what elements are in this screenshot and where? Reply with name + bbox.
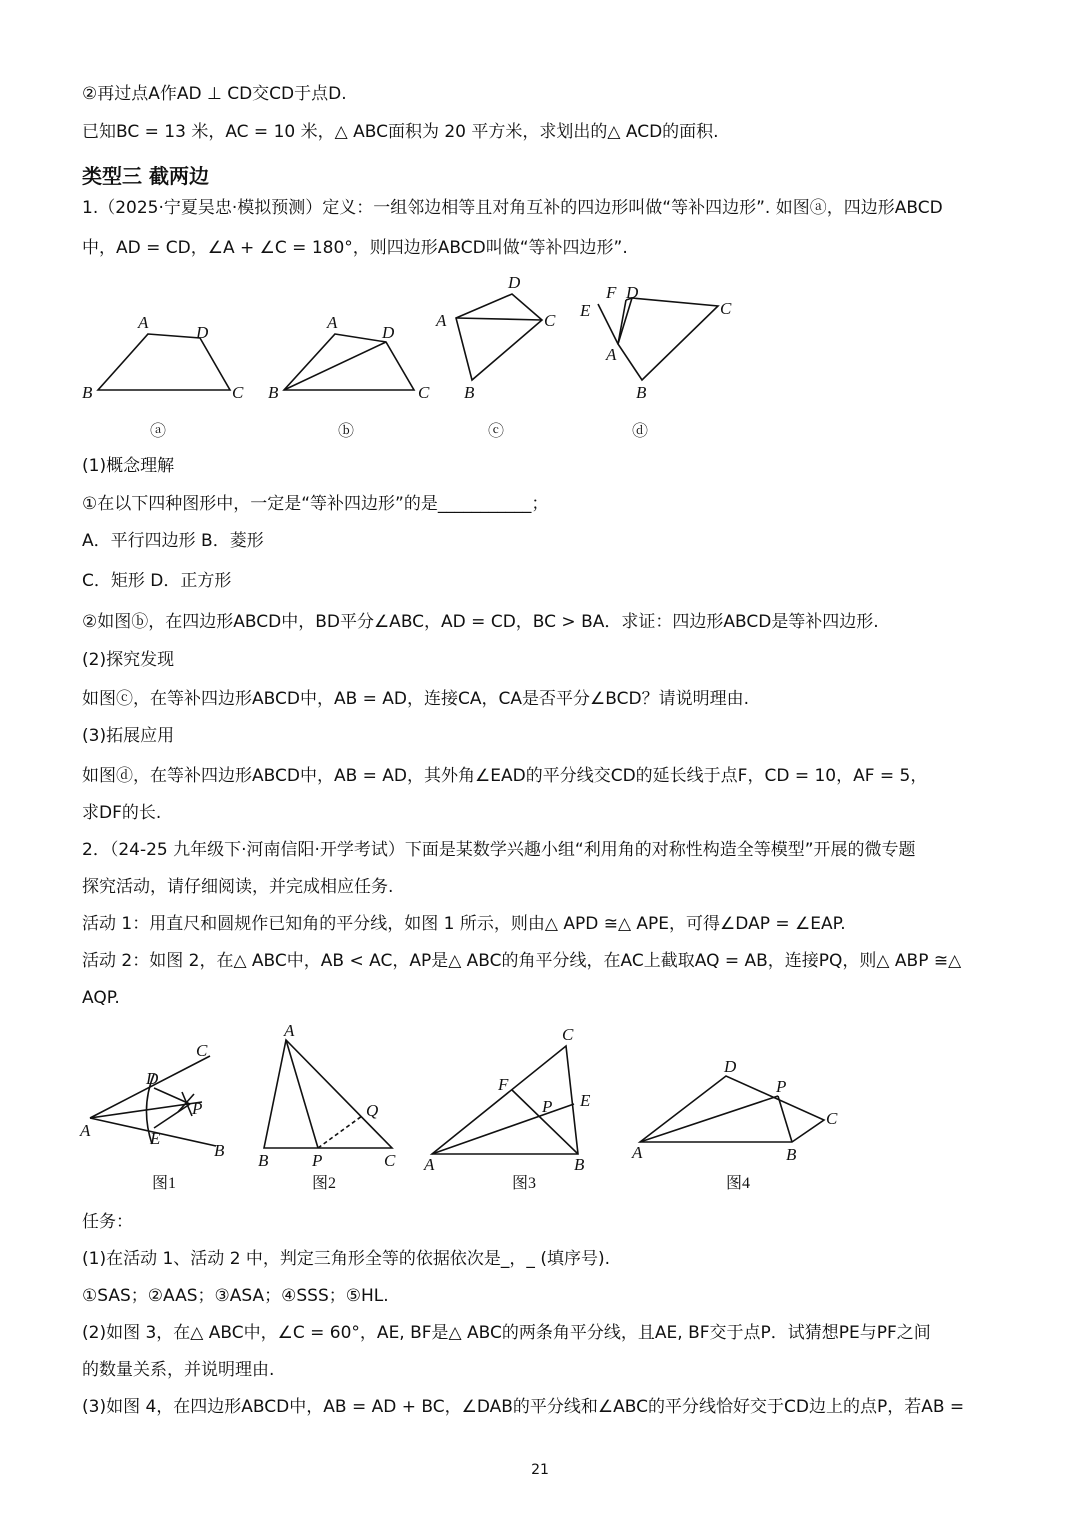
text-line: 如图ⓒ，在等补四边形ABCD中，AB = AD，连接CA，CA是否平分∠BCD？请说明理由. (82, 689, 749, 709)
figure-2 (258, 1021, 396, 1192)
text-line: 1.（2025·宁夏吴忠·模拟预测）定义：一组邻边相等且对角互补的四边形叫做“等补四边形”. 如图ⓐ，四边形ABCD (82, 198, 943, 218)
figure-4-caption: 图4 (726, 1175, 751, 1192)
page-number: 21 (531, 1462, 549, 1478)
figure-b (268, 313, 430, 440)
figure-d-label-C: C (720, 299, 732, 318)
text-line: ②如图ⓑ，在四边形ABCD中，BD平分∠ABC，AD = CD，BC > BA．求证：四边形ABCD是等补四边形. (82, 612, 879, 632)
text-line: 已知BC = 13 米，AC = 10 米，△ ABC面积为 20 平方米，求划出的△ ACD的面积. (82, 122, 719, 142)
figure-d-label-F: F (606, 283, 617, 302)
figure-c (435, 273, 556, 440)
figure-b-diagonal-BD (284, 342, 386, 390)
figure-1-caption: 图1 (152, 1175, 177, 1192)
triangle-figures-row (80, 1020, 860, 1200)
figure-1-label-P: P (192, 1099, 203, 1118)
figure-1-label-A: A (80, 1121, 91, 1140)
figure-c-label-D: D (508, 273, 521, 292)
figure-c-shape (456, 294, 542, 380)
figure-2-label-C: C (384, 1151, 396, 1170)
figure-4-label-A: A (632, 1143, 643, 1162)
figure-d (579, 283, 732, 440)
figure-3-label-B: B (574, 1155, 585, 1174)
text-line: 的数量关系，并说明理由. (82, 1360, 275, 1380)
figure-b-label-A: A (327, 313, 338, 332)
figure-1-label-C: C (196, 1041, 208, 1060)
text-line: (2)如图 3，在△ ABC中，∠C = 60°，AE, BF是△ ABC的两条角平分线，且AE, BF交于点P．试猜想PE与PF之间 (82, 1323, 931, 1343)
figure-2-label-B: B (258, 1151, 269, 1170)
text-line: 2．（24-25 九年级下·河南信阳·开学考试）下面是某数学兴趣小组“利用角的对称性构造全等模型”开展的微专题 (82, 840, 916, 860)
figure-b-label-B: B (268, 383, 279, 402)
text-line: ②再过点A作AD ⊥ CD交CD于点D. (82, 84, 347, 104)
text-line: 中，AD = CD，∠A + ∠C = 180°，则四边形ABCD叫做“等补四边形”. (82, 238, 628, 258)
text-line: (3)如图 4，在四边形ABCD中，AB = AD + BC，∠DAB的平分线和∠ABC的平分线恰好交于CD边上的点P，若AB = (82, 1397, 965, 1417)
figure-d-shape (618, 298, 718, 380)
figure-3 (423, 1025, 591, 1192)
figure-d-label-A: A (606, 345, 617, 364)
figure-4-label-P: P (776, 1077, 787, 1096)
figure-d-label-D: D (626, 283, 639, 302)
figure-3-label-P: P (542, 1097, 553, 1116)
text-line: AQP. (82, 988, 120, 1008)
text-line: 任务： (82, 1212, 133, 1232)
figure-4-bisector-AP (640, 1096, 778, 1142)
figure-4 (631, 1057, 838, 1192)
text-line: 探究活动，请仔细阅读，并完成相应任务. (82, 877, 394, 897)
text-line: A．平行四边形 B．菱形 (82, 531, 264, 551)
figure-b-caption: ⓑ (338, 423, 355, 440)
figure-1-label-D: D (146, 1069, 159, 1088)
figure-3-label-E: E (580, 1091, 591, 1110)
figure-b-label-C: C (418, 383, 430, 402)
figure-a-caption: ⓐ (150, 423, 167, 440)
figure-c-label-A: A (436, 311, 447, 330)
figure-a-label-A: A (138, 313, 149, 332)
figure-2-label-Q: Q (366, 1101, 379, 1120)
figure-2-label-P: P (312, 1151, 323, 1170)
figure-c-label-C: C (544, 311, 556, 330)
text-line: C．矩形 D．正方形 (82, 571, 232, 591)
figure-1-label-B: B (214, 1141, 225, 1160)
text-line: 如图ⓓ，在等补四边形ABCD中，AB = AD，其外角∠EAD的平分线交CD的延长线于点F，CD = 10，AF = 5， (82, 766, 928, 786)
figure-3-label-A: A (424, 1155, 435, 1174)
figure-2-triangle (264, 1040, 392, 1148)
figure-3-triangle (432, 1046, 578, 1154)
figure-3-caption: 图3 (512, 1175, 537, 1192)
text-line: ①SAS；②AAS；③ASA；④SSS；⑤HL. (82, 1286, 389, 1306)
figure-3-label-C: C (562, 1025, 574, 1044)
figure-3-label-F: F (498, 1075, 509, 1094)
figure-1-label-E: E (150, 1129, 161, 1148)
figure-4-label-D: D (724, 1057, 737, 1076)
figure-4-label-B: B (786, 1145, 797, 1164)
text-line: 活动 1：用直尺和圆规作已知角的平分线，如图 1 所示，则由△ APD ≅△ APE，可得∠DAP = ∠EAP. (82, 914, 846, 934)
figure-d-caption: ⓓ (632, 423, 649, 440)
figure-4-label-C: C (826, 1109, 838, 1128)
text-line: (2)探究发现 (82, 650, 175, 670)
section-heading: 类型三 截两边 (82, 164, 209, 188)
figure-c-caption: ⓒ (488, 423, 505, 440)
figure-a-label-D: D (196, 323, 209, 342)
text-line: 活动 2：如图 2，在△ ABC中，AB < AC，AP是△ ABC的角平分线，在AC上截取AQ = AB，连接PQ，则△ ABP ≅△ (82, 951, 962, 971)
figure-b-label-D: D (382, 323, 395, 342)
text-line: (3)拓展应用 (82, 726, 175, 746)
figure-a (82, 313, 244, 440)
figure-d-label-B: B (636, 383, 647, 402)
figure-1-line-DP (154, 1088, 190, 1104)
quadrilateral-figures-row (80, 268, 760, 448)
text-line: 求DF的长. (82, 803, 162, 823)
figure-1 (79, 1041, 225, 1192)
figure-2-dashed-PQ (318, 1116, 362, 1148)
text-line: (1)概念理解 (82, 456, 175, 476)
text-line: ①在以下四种图形中，一定是“等补四边形”的是___________； (82, 494, 549, 514)
figure-a-shape (98, 334, 230, 390)
figure-d-line-AE (598, 304, 618, 344)
figure-2-caption: 图2 (312, 1175, 337, 1192)
figure-a-label-C: C (232, 383, 244, 402)
figure-d-label-E: E (580, 301, 591, 320)
figure-c-label-B: B (464, 383, 475, 402)
figure-2-label-A: A (284, 1021, 295, 1040)
figure-c-diagonal-AC (456, 318, 542, 320)
figure-a-label-B: B (82, 383, 93, 402)
text-line: (1)在活动 1、活动 2 中，判定三角形全等的依据依次是_，_ (填序号). (82, 1249, 610, 1269)
